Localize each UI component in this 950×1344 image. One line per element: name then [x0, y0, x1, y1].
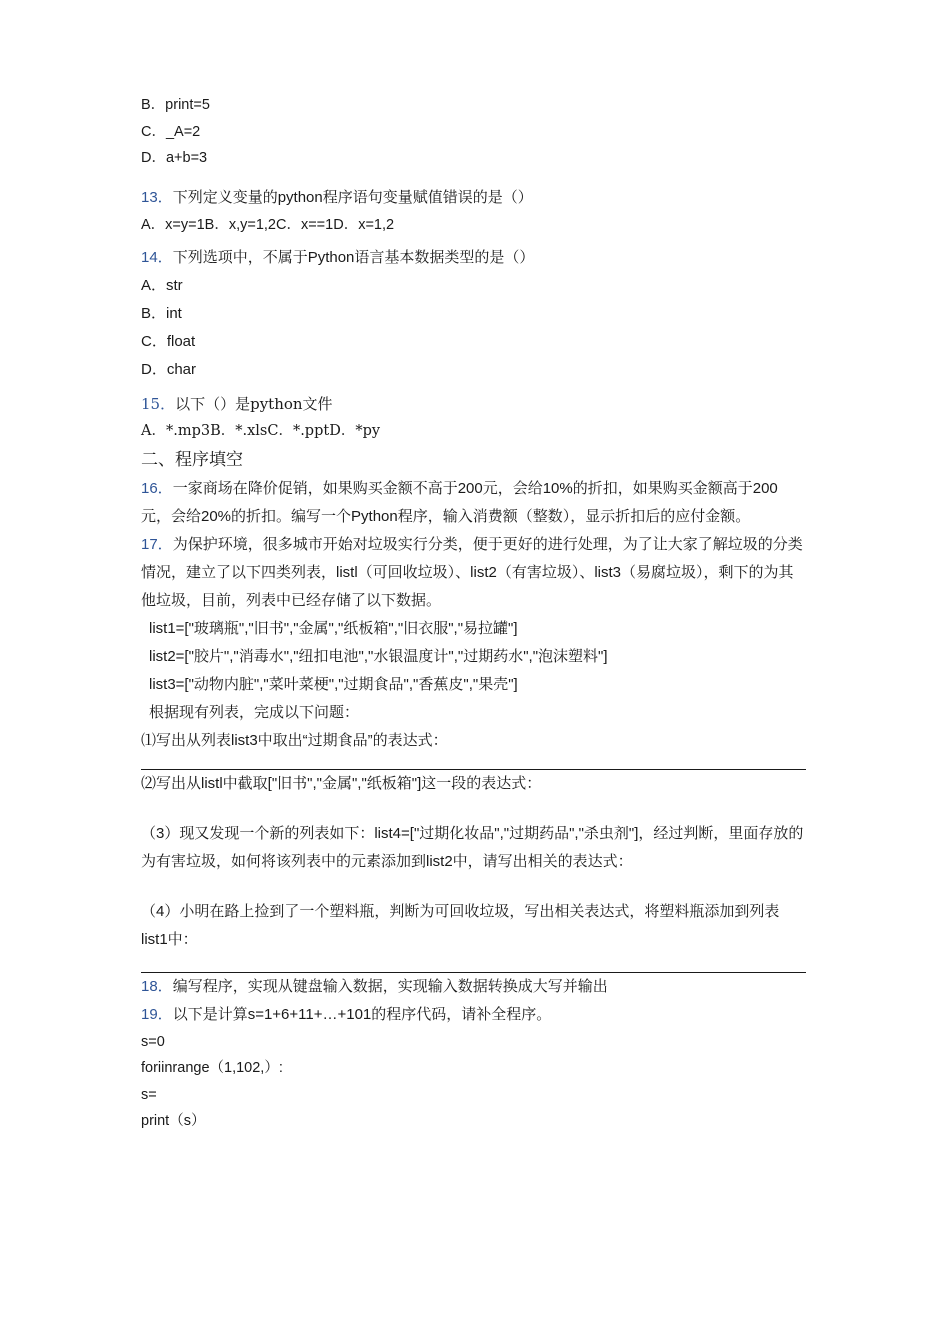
code-line-2: foriinrange（1,102,）: — [141, 1060, 283, 1076]
question-text: 以下（）是python文件 — [175, 395, 333, 413]
q15-options: A．*.mp3B．*.xlsC．*.pptD．*py — [141, 423, 381, 439]
q12-option-b: B．print=5 — [141, 97, 210, 113]
q17-sub4: （4）小明在路上捡到了一个塑料瓶，判断为可回收垃圾，写出相关表达式，将塑料瓶添加到列表list1中： — [141, 902, 780, 948]
question-18 — [141, 973, 806, 1001]
question-13 — [141, 184, 806, 212]
code-line-3: s= — [141, 1086, 157, 1103]
question-16 — [141, 475, 806, 531]
question-17 — [141, 531, 806, 615]
q17-sub2: ⑵写出从listl中截取["旧书","金属","纸板箱"]这一段的表达式： — [141, 774, 542, 792]
q17-prompt: 根据现有列表，完成以下问题： — [149, 703, 360, 721]
question-text: 下列选项中，不属于Python语言基本数据类型的是（） — [172, 249, 535, 266]
section-heading: 二、程序填空 — [141, 449, 243, 470]
q12-option-d: D．a+b=3 — [141, 150, 208, 166]
q12-option-c: C．_A=2 — [141, 123, 201, 140]
question-text: 为保护环境，很多城市开始对垃圾实行分类，便于更好的进行处理，为了让大家了解垃圾的分类情况，建立了以下四类列表，listl（可回收垃圾）、list2（有害垃圾）、list3（易腐垃圾），剩下的为其他垃圾，目前，列表中已经存储了以下数据。 — [141, 535, 803, 609]
q17-sub1: ⑴写出从列表list3中取出“过期食品”的表达式： — [141, 731, 448, 749]
question-number: 14． — [141, 249, 173, 266]
list1-definition: list1=["玻璃瓶","旧书","金属","纸板箱","旧衣服","易拉罐"] — [149, 619, 518, 637]
question-number: 15． — [141, 395, 176, 413]
question-number: 13． — [141, 188, 173, 206]
question-text: 编写程序，实现从键盘输入数据，实现输入数据转换成大写并输出 — [172, 977, 608, 995]
list2-definition: list2=["胶片","消毒水","纽扣电池","水银温度计","过期药水","泡沫塑料"] — [149, 647, 608, 665]
list3-definition: list3=["动物内脏","菜叶菜梗","过期食品","香蕉皮","果壳"] — [149, 675, 518, 693]
question-number: 17． — [141, 535, 173, 553]
question-number: 16． — [141, 479, 173, 497]
q17-sub3: （3）现又发现一个新的列表如下：list4=["过期化妆品","过期药品","杀虫剂"]，经过判断，里面存放的为有害垃圾，如何将该列表中的元素添加到list2中，请写出相关的表达式： — [141, 824, 804, 870]
q14-option-b: B．int — [141, 305, 182, 322]
q14-option-a: A．str — [141, 277, 183, 294]
document-page — [141, 92, 806, 1135]
q13-options: A．x=y=1B．x,y=1,2C．x==1D．x=1,2 — [141, 216, 395, 233]
question-text: 下列定义变量的python程序语句变量赋值错误的是（） — [172, 188, 533, 206]
question-19 — [141, 1001, 806, 1029]
question-number: 18． — [141, 977, 173, 995]
question-14 — [141, 244, 806, 272]
question-text: 一家商场在降价促销，如果购买金额不高于200元，会给10%的折扣，如果购买金额高于200元，会给20%的折扣。编写一个Python程序，输入消费额（整数），显示折扣后的应付金额。 — [141, 479, 778, 525]
question-15 — [141, 390, 806, 418]
code-line-1: s=0 — [141, 1033, 165, 1050]
question-text: 以下是计算s=1+6+11+…+101的程序代码，请补全程序。 — [172, 1005, 552, 1023]
question-number: 19． — [141, 1005, 173, 1023]
q14-option-c: C．float — [141, 333, 196, 350]
q14-option-d: D．char — [141, 361, 197, 378]
code-line-4: print（s） — [141, 1113, 206, 1129]
